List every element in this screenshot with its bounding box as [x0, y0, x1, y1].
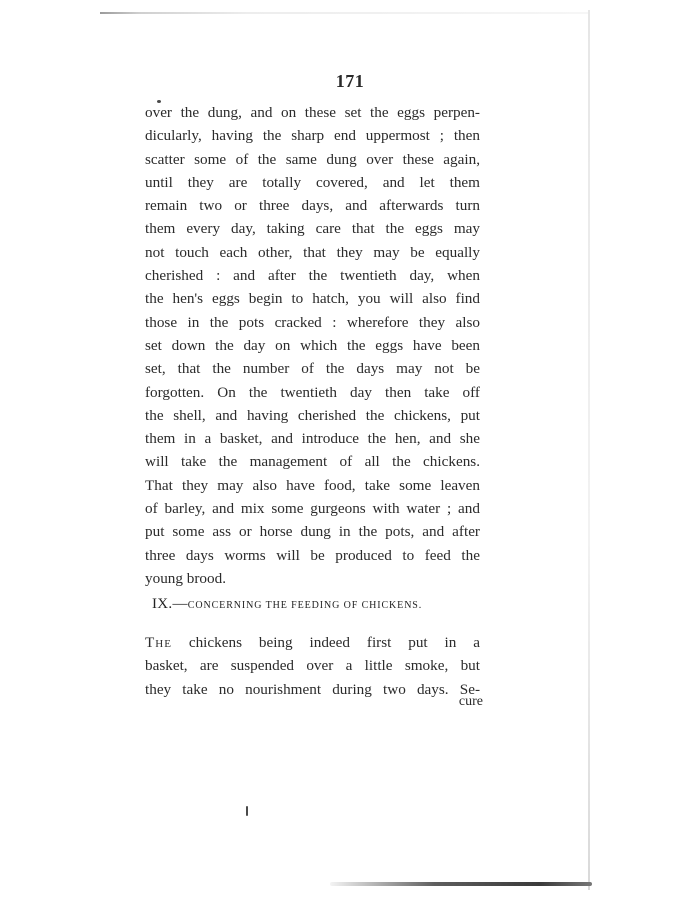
- text-line: will take the management of all the chickens.: [145, 453, 480, 471]
- text-line: set, that the number of the days may not be: [145, 360, 480, 378]
- text-line: That they may also have food, take some leaven: [145, 476, 480, 494]
- text-line: them in a basket, and introduce the hen, and she: [145, 430, 480, 448]
- text-line: forgotten. On the twentieth day then take off: [145, 383, 480, 401]
- ink-speck: [246, 806, 248, 816]
- text-line: those in the pots cracked : wherefore they also: [145, 313, 480, 331]
- text-line: not touch each other, that they may be equally: [145, 243, 480, 261]
- text-line: the shell, and having cherished the chickens, put: [145, 406, 480, 424]
- text-line: cherished : and after the twentieth day, when: [145, 267, 480, 285]
- scan-edge-top: [100, 12, 590, 14]
- text-line: the hen's eggs begin to hatch, you will also find: [145, 290, 480, 308]
- paragraph-feeding: [145, 631, 480, 701]
- section-dash: —: [172, 596, 188, 612]
- text-line: over the dung, and on these set the eggs perpen-: [145, 104, 480, 121]
- text-line: dicularly, having the sharp end uppermost ; then: [145, 127, 480, 145]
- text-line: scatter some of the same dung over these again,: [145, 150, 480, 168]
- text-line: remain two or three days, and afterwards turn: [145, 197, 480, 215]
- scan-edge-right: [588, 10, 590, 890]
- section-title: CONCERNING THE FEEDING OF CHICKENS.: [187, 600, 423, 611]
- text-line: set down the day on which the eggs have been: [145, 336, 480, 354]
- opening-word: The: [145, 634, 172, 651]
- paragraph-main: [145, 101, 480, 590]
- text-line-last: young brood.: [145, 569, 226, 587]
- catchword: cure: [458, 694, 483, 709]
- scan-edge-bottom: [330, 882, 592, 886]
- text-line-first: [145, 631, 480, 654]
- text-line: until they are totally covered, and let them: [145, 173, 480, 191]
- text-line: of barley, and mix some gurgeons with water ; and: [145, 500, 480, 518]
- section-heading: [152, 596, 492, 613]
- text-fragment: chickens being indeed first put in a: [171, 634, 480, 651]
- text-line: put some ass or horse dung in the pots, and after: [145, 523, 480, 541]
- text-line: three days worms will be produced to feed the: [145, 546, 480, 564]
- section-numeral: IX.: [152, 596, 173, 612]
- text-line: they take no nourishment during two days. Se-: [145, 680, 480, 698]
- text-line: basket, are suspended over a little smoke, but: [145, 657, 480, 675]
- page-number: 171: [335, 71, 365, 91]
- text-line: them every day, taking care that the eggs may: [145, 220, 480, 238]
